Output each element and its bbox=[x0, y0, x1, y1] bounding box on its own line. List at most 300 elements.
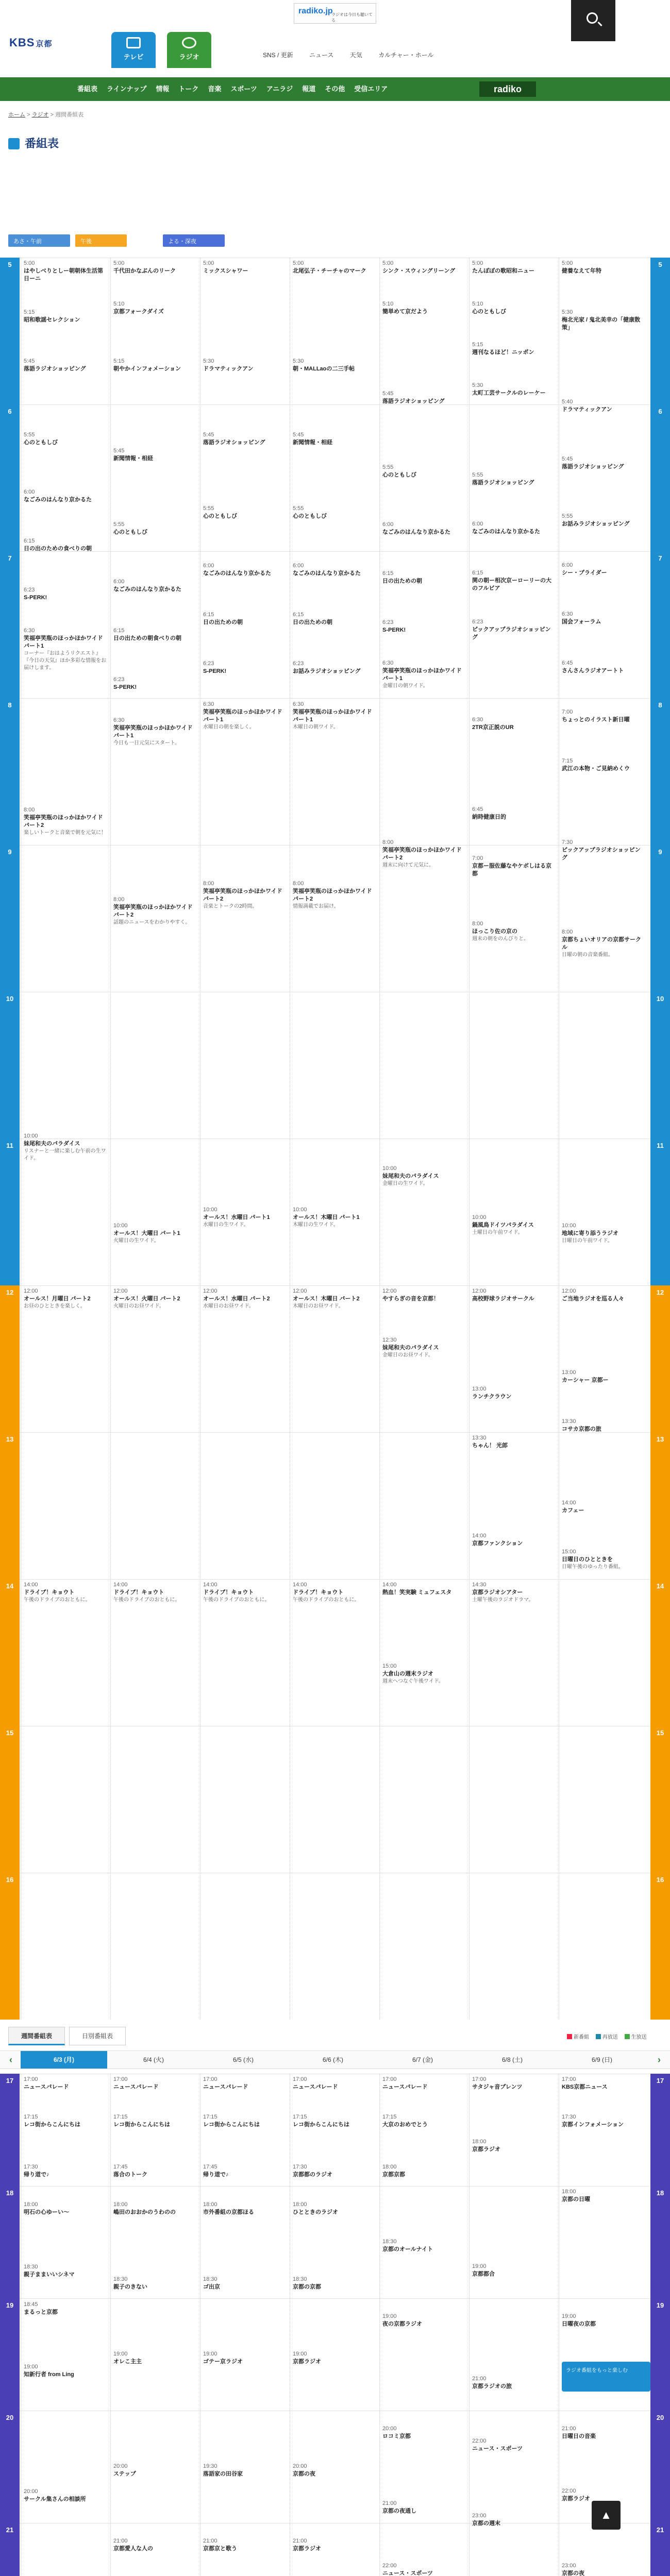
program-item[interactable] bbox=[559, 2113, 648, 2188]
program-time: 12:00 bbox=[562, 1288, 576, 1294]
program-item[interactable] bbox=[379, 619, 469, 659]
program-item[interactable] bbox=[21, 431, 110, 488]
program-item[interactable] bbox=[469, 855, 559, 920]
hour-label: 13 bbox=[0, 1432, 20, 1579]
program-item[interactable] bbox=[469, 1532, 559, 1581]
program-item[interactable] bbox=[110, 2113, 200, 2163]
radiko-nav-button[interactable]: radiko bbox=[479, 81, 536, 97]
program-item[interactable] bbox=[559, 562, 648, 611]
program-item[interactable] bbox=[559, 309, 648, 398]
page-title-text: 番組表 bbox=[25, 137, 59, 150]
program-item[interactable] bbox=[290, 660, 379, 701]
program-item[interactable] bbox=[379, 260, 469, 300]
program-item[interactable] bbox=[559, 1548, 648, 1809]
link-culture-hall[interactable]: カルチャー・ホール bbox=[378, 52, 434, 59]
program-item[interactable] bbox=[379, 521, 469, 570]
program-time: 5:45 bbox=[203, 432, 214, 438]
program-item[interactable] bbox=[379, 1581, 469, 1663]
program-item[interactable] bbox=[200, 2201, 290, 2276]
tab-weekly[interactable]: 週間番組表 bbox=[8, 2027, 65, 2045]
hour-label: 10 bbox=[0, 992, 20, 1139]
program-item[interactable] bbox=[110, 2163, 200, 2201]
program-item[interactable] bbox=[110, 358, 200, 447]
program-time: 14:00 bbox=[293, 1582, 307, 1588]
program-item[interactable] bbox=[290, 2463, 379, 2537]
program-item[interactable] bbox=[559, 260, 648, 309]
site-logo[interactable] bbox=[9, 36, 52, 49]
nav-tv-button[interactable] bbox=[111, 32, 156, 68]
prev-week-arrow[interactable]: ‹ bbox=[9, 2055, 12, 2065]
subnav-item[interactable]: その他 bbox=[325, 85, 345, 93]
program-time: 19:00 bbox=[113, 2351, 128, 2357]
program-item[interactable] bbox=[469, 520, 559, 569]
breadcrumb-separator: > bbox=[27, 112, 30, 118]
program-time: 13:30 bbox=[562, 1418, 576, 1425]
program-item[interactable] bbox=[559, 2076, 648, 2113]
program-item[interactable] bbox=[21, 309, 110, 358]
program-item[interactable] bbox=[110, 521, 200, 578]
program-time: 6:00 bbox=[562, 562, 573, 568]
hour-label: 12 bbox=[650, 1285, 670, 1432]
program-item[interactable] bbox=[200, 701, 290, 880]
promo-box[interactable] bbox=[562, 2362, 650, 2392]
hour-label: 5 bbox=[650, 258, 670, 404]
program-item[interactable] bbox=[559, 1499, 648, 1548]
program-item[interactable] bbox=[469, 300, 559, 341]
program-item[interactable] bbox=[200, 1287, 290, 1581]
program-time: 5:10 bbox=[113, 301, 125, 307]
link-news[interactable]: ニュース bbox=[309, 52, 334, 59]
program-item[interactable] bbox=[469, 2263, 559, 2375]
program-item[interactable] bbox=[110, 896, 200, 1222]
subnav-item[interactable]: スポーツ bbox=[230, 85, 257, 93]
program-item[interactable] bbox=[290, 431, 379, 505]
program-time: 5:00 bbox=[113, 260, 125, 266]
program-item[interactable] bbox=[21, 2488, 110, 2575]
program-item[interactable] bbox=[290, 2201, 379, 2276]
program-item[interactable] bbox=[559, 455, 648, 513]
program-item[interactable] bbox=[290, 2350, 379, 2463]
program-item[interactable] bbox=[379, 1336, 469, 1581]
program-item[interactable] bbox=[379, 659, 469, 839]
program-title: 大倉山の週末ラジオ bbox=[382, 1671, 433, 1677]
breadcrumb-home[interactable]: ホーム bbox=[8, 112, 25, 118]
program-item[interactable] bbox=[379, 2113, 469, 2163]
program-item[interactable] bbox=[21, 488, 110, 537]
program-title: お話みラジオショッピング bbox=[562, 521, 630, 527]
program-time: 18:00 bbox=[562, 2189, 576, 2195]
program-time: 8:00 bbox=[562, 929, 573, 935]
program-item[interactable] bbox=[379, 464, 469, 521]
program-item[interactable] bbox=[559, 1287, 648, 1369]
program-item[interactable] bbox=[21, 260, 110, 309]
program-time: 21:00 bbox=[472, 2376, 487, 2382]
program-item[interactable] bbox=[559, 928, 648, 1222]
program-title: ほっこり佐の京の bbox=[472, 928, 517, 935]
program-title: ゴ出京 bbox=[203, 2284, 220, 2290]
program-item[interactable] bbox=[559, 2562, 648, 2576]
program-item[interactable] bbox=[469, 569, 559, 618]
program-item[interactable] bbox=[559, 1418, 648, 1499]
program-item[interactable] bbox=[200, 2537, 290, 2576]
program-title: 京都ラジオ bbox=[293, 2546, 321, 2552]
subnav-item[interactable]: 番組表 bbox=[77, 85, 98, 93]
date-cell[interactable]: 6/9 (日) bbox=[591, 2056, 612, 2063]
program-item[interactable] bbox=[200, 431, 290, 505]
program-time: 6:23 bbox=[203, 660, 214, 667]
program-item[interactable] bbox=[200, 2463, 290, 2537]
program-item[interactable] bbox=[290, 611, 379, 660]
program-title: 京都の週末 bbox=[472, 2520, 500, 2527]
date-cell[interactable]: 6/8 (土) bbox=[501, 2056, 523, 2063]
hour-label: 13 bbox=[650, 1432, 670, 1579]
nav-radio-button[interactable] bbox=[167, 32, 211, 68]
program-title: ゴテー京ラジオ bbox=[203, 2359, 243, 2365]
program-title: 京都ラジオ bbox=[472, 2146, 500, 2153]
logo-subtext: 京都 bbox=[36, 40, 53, 48]
program-item[interactable] bbox=[290, 880, 379, 1206]
program-title: ドライブ！キョウト bbox=[203, 1589, 254, 1596]
program-item[interactable] bbox=[379, 2500, 469, 2562]
program-title: 地域に寄り添うラジオ bbox=[562, 1230, 618, 1236]
link-weather[interactable]: 天気 bbox=[349, 52, 362, 59]
legend-new-swatch bbox=[567, 2034, 572, 2039]
program-item[interactable] bbox=[469, 341, 559, 382]
program-item[interactable] bbox=[379, 839, 469, 1165]
subnav-item[interactable]: 受信エリア bbox=[354, 85, 388, 93]
breadcrumb-radio[interactable]: ラジオ bbox=[31, 112, 49, 118]
program-item[interactable] bbox=[469, 618, 559, 716]
program-item[interactable] bbox=[200, 611, 290, 660]
program-item[interactable] bbox=[379, 2076, 469, 2113]
program-time: 5:30 bbox=[562, 309, 573, 315]
subnav-item[interactable]: トーク bbox=[178, 85, 199, 93]
program-description: 週末へつなぐ午後ワイド。 bbox=[382, 1679, 444, 1684]
program-item[interactable] bbox=[559, 839, 648, 928]
program-title: 太町工芸サークルのレーケー bbox=[472, 390, 546, 396]
program-item[interactable] bbox=[200, 562, 290, 611]
program-item[interactable] bbox=[200, 660, 290, 701]
program-title: 京都の夜 bbox=[562, 2570, 584, 2576]
program-item[interactable] bbox=[379, 2562, 469, 2576]
program-title: 京都の京都 bbox=[293, 2284, 321, 2290]
program-item[interactable] bbox=[559, 513, 648, 562]
program-item[interactable] bbox=[290, 505, 379, 562]
program-time: 6:30 bbox=[472, 717, 483, 723]
program-item[interactable] bbox=[200, 2076, 290, 2113]
date-cell[interactable]: 6/6 (木) bbox=[322, 2056, 343, 2063]
program-item[interactable] bbox=[21, 586, 110, 627]
program-time: 17:15 bbox=[382, 2114, 397, 2120]
tab-night[interactable]: よる・深夜 bbox=[163, 234, 225, 247]
program-title: 梅北光家 / 鬼北美幸の「健康散策」 bbox=[562, 317, 641, 331]
program-item[interactable] bbox=[200, 880, 290, 1206]
date-cell[interactable]: 6/4 (火) bbox=[143, 2056, 164, 2063]
program-item[interactable] bbox=[21, 2363, 110, 2488]
program-item[interactable] bbox=[110, 578, 200, 627]
program-time: 5:15 bbox=[472, 342, 483, 348]
program-item[interactable] bbox=[290, 701, 379, 880]
program-item[interactable] bbox=[110, 2537, 200, 2576]
hour-label: 21 bbox=[0, 2523, 20, 2576]
program-description: 金曜日の朝ワイド。 bbox=[382, 683, 428, 689]
program-item[interactable] bbox=[21, 1287, 110, 1581]
date-bar bbox=[0, 2050, 670, 2069]
program-time: 14:00 bbox=[24, 1582, 38, 1588]
hour-label: 8 bbox=[650, 698, 670, 845]
program-item[interactable] bbox=[469, 2375, 559, 2437]
program-item[interactable] bbox=[110, 2463, 200, 2537]
program-time: 7:15 bbox=[562, 758, 573, 764]
program-time: 7:00 bbox=[472, 855, 483, 861]
program-item[interactable] bbox=[469, 1287, 559, 1385]
program-item[interactable] bbox=[21, 806, 110, 1132]
program-item[interactable] bbox=[110, 1581, 200, 1891]
program-item[interactable] bbox=[290, 562, 379, 611]
program-item[interactable] bbox=[469, 1581, 559, 1842]
program-item[interactable] bbox=[559, 1369, 648, 1418]
program-title: オールス！水曜日 パート2 bbox=[203, 1296, 270, 1302]
program-time: 22:00 bbox=[382, 2563, 397, 2569]
program-item[interactable] bbox=[559, 757, 648, 839]
program-item[interactable] bbox=[469, 2512, 559, 2576]
program-title: 笑福亭笑瓶のほっかほかワイド パート1 bbox=[382, 668, 462, 682]
program-item[interactable] bbox=[110, 2350, 200, 2463]
program-item[interactable] bbox=[379, 2425, 469, 2500]
program-item[interactable] bbox=[469, 2138, 559, 2263]
program-description: 日曜の朝の音楽番組。 bbox=[562, 952, 613, 958]
program-item[interactable] bbox=[469, 1434, 559, 1532]
program-time: 14:00 bbox=[203, 1582, 217, 1588]
program-title: 日の出ための朝 bbox=[293, 619, 332, 625]
program-item[interactable] bbox=[21, 2263, 110, 2301]
program-item[interactable] bbox=[200, 358, 290, 431]
program-item[interactable] bbox=[290, 358, 379, 431]
program-item[interactable] bbox=[469, 920, 559, 1214]
program-item[interactable] bbox=[290, 2163, 379, 2201]
breadcrumb bbox=[8, 110, 83, 118]
program-time: 5:55 bbox=[562, 513, 573, 519]
program-title: 新聞情報・相経 bbox=[293, 439, 332, 446]
program-time: 5:30 bbox=[293, 358, 304, 364]
program-title: ドライブ！キョウト bbox=[113, 1589, 164, 1596]
hour-label: 5 bbox=[0, 258, 20, 404]
program-item[interactable] bbox=[200, 2163, 290, 2201]
program-description: 土曜午後のラジオドラマ。 bbox=[472, 1597, 534, 1603]
program-item[interactable] bbox=[290, 2113, 379, 2163]
program-time: 8:00 bbox=[472, 921, 483, 927]
program-item[interactable] bbox=[559, 398, 648, 455]
program-time: 14:00 bbox=[382, 1582, 397, 1588]
program-item[interactable] bbox=[200, 505, 290, 562]
program-item[interactable] bbox=[110, 627, 200, 676]
program-time: 6:30 bbox=[24, 628, 35, 634]
program-time: 10:00 bbox=[382, 1165, 397, 1172]
program-item[interactable] bbox=[379, 1287, 469, 1336]
program-item[interactable] bbox=[379, 2163, 469, 2238]
subnav-item[interactable]: 報道 bbox=[302, 85, 316, 93]
program-item[interactable] bbox=[469, 1385, 559, 1434]
program-title: オールス！火曜日 パート2 bbox=[113, 1296, 180, 1302]
program-item[interactable] bbox=[200, 260, 290, 358]
program-item[interactable] bbox=[290, 2276, 379, 2350]
program-time: 6:30 bbox=[562, 611, 573, 617]
program-item[interactable] bbox=[21, 2201, 110, 2263]
program-time: 17:00 bbox=[203, 2076, 217, 2082]
program-item[interactable] bbox=[559, 611, 648, 659]
program-item[interactable] bbox=[559, 2425, 648, 2487]
program-description: 水曜日の生ワイド。 bbox=[203, 1222, 249, 1228]
tab-morning[interactable]: あさ・午前 bbox=[8, 234, 70, 247]
subnav-item[interactable]: ラインナップ bbox=[107, 85, 147, 93]
program-item[interactable] bbox=[21, 627, 110, 806]
program-title: 落語ラジオショッピング bbox=[382, 398, 445, 404]
tab-daily[interactable]: 日別番組表 bbox=[69, 2027, 126, 2045]
program-item[interactable] bbox=[21, 2113, 110, 2163]
program-title: 帰り道で♪ bbox=[203, 2172, 229, 2178]
program-item[interactable] bbox=[290, 2537, 379, 2576]
program-item[interactable] bbox=[21, 2163, 110, 2201]
program-item[interactable] bbox=[379, 1663, 469, 1891]
program-time: 6:00 bbox=[203, 563, 214, 569]
program-item[interactable] bbox=[559, 708, 648, 757]
program-title: 週刊なるほど！ニッポン bbox=[472, 349, 534, 355]
program-item[interactable] bbox=[290, 2076, 379, 2113]
date-cell[interactable]: 6/3 (月) bbox=[21, 2051, 107, 2069]
program-title: 帰り道で♪ bbox=[24, 2172, 49, 2178]
arrow-up-icon: ▲ bbox=[600, 2509, 612, 2521]
tab-noon[interactable]: 午後 bbox=[75, 234, 127, 247]
program-time: 8:00 bbox=[203, 880, 214, 887]
program-item[interactable] bbox=[200, 1581, 290, 1891]
program-time: 6:15 bbox=[203, 612, 214, 618]
program-description: 火曜日のお昼ワイド。 bbox=[113, 1303, 164, 1309]
program-item[interactable] bbox=[21, 1581, 110, 1891]
hour-label: 16 bbox=[0, 1873, 20, 2020]
program-item[interactable] bbox=[469, 260, 559, 300]
program-item[interactable] bbox=[110, 2076, 200, 2113]
hour-label: 11 bbox=[0, 1139, 20, 1285]
program-title: 笑福亭笑瓶のほっかほかワイド パート2 bbox=[382, 847, 462, 861]
link-sns[interactable]: SNS / 更新 bbox=[263, 52, 293, 59]
program-item[interactable] bbox=[469, 716, 559, 806]
date-cell[interactable]: 6/5 (水) bbox=[232, 2056, 254, 2063]
program-item[interactable] bbox=[559, 2188, 648, 2313]
program-time: 14:00 bbox=[562, 1500, 576, 1506]
program-title: 京都フォークダイズ bbox=[113, 309, 164, 315]
program-time: 5:00 bbox=[472, 260, 483, 266]
program-title: オールス！水曜日 パート1 bbox=[203, 1214, 270, 1221]
program-item[interactable] bbox=[379, 570, 469, 619]
program-item[interactable] bbox=[469, 2437, 559, 2512]
program-time: 10:00 bbox=[293, 1207, 307, 1213]
program-item[interactable] bbox=[110, 300, 200, 358]
program-item[interactable] bbox=[290, 1581, 379, 1891]
program-title: オールス！木曜日 パート2 bbox=[293, 1296, 360, 1302]
program-description: 音楽とトークの2時間。 bbox=[203, 904, 258, 909]
program-time: 5:55 bbox=[472, 472, 483, 478]
program-description: 午後のドライブのおともに。 bbox=[203, 1597, 270, 1603]
program-time: 6:30 bbox=[203, 701, 214, 707]
program-time: 6:15 bbox=[113, 628, 125, 634]
program-title: 心のともしび bbox=[203, 513, 237, 519]
program-title: 京都都合 bbox=[472, 2271, 495, 2277]
legend-live: 生放送 bbox=[631, 2035, 647, 2040]
program-item[interactable] bbox=[110, 676, 200, 717]
program-title: たんぽぽの歌昭和ニュー bbox=[472, 268, 534, 274]
program-item[interactable] bbox=[469, 471, 559, 520]
radiko-banner[interactable] bbox=[294, 3, 376, 24]
program-title: 心のともしび bbox=[472, 309, 506, 315]
date-cell[interactable]: 6/7 (金) bbox=[412, 2056, 433, 2063]
program-time: 5:40 bbox=[562, 399, 573, 405]
program-item[interactable] bbox=[110, 447, 200, 521]
program-time: 6:23 bbox=[382, 619, 394, 625]
program-time: 5:10 bbox=[472, 301, 483, 307]
program-time: 5:45 bbox=[382, 391, 394, 397]
program-item[interactable] bbox=[379, 2238, 469, 2313]
program-title: 武江の本物・ご見納めくウ bbox=[562, 766, 630, 772]
program-item[interactable] bbox=[21, 2076, 110, 2113]
program-title: 妹尾和夫のパラダイス bbox=[382, 1173, 439, 1179]
program-title: 日の出ための朝 bbox=[382, 578, 422, 584]
program-item[interactable] bbox=[469, 806, 559, 855]
subnav-item[interactable]: 音楽 bbox=[208, 85, 222, 93]
program-item[interactable] bbox=[21, 2301, 110, 2363]
program-time: 18:30 bbox=[293, 2276, 307, 2282]
program-item[interactable] bbox=[110, 717, 200, 896]
program-item[interactable] bbox=[110, 1287, 200, 1581]
program-item[interactable] bbox=[200, 2113, 290, 2163]
program-title: オールス！大曜日 パート1 bbox=[113, 1230, 180, 1236]
program-title: まるっと京都 bbox=[24, 2309, 58, 2315]
program-time: 5:00 bbox=[203, 260, 214, 266]
program-time: 19:00 bbox=[472, 2263, 487, 2269]
program-title: 日の出ための朝 bbox=[203, 619, 243, 625]
schedule-grid-lower bbox=[0, 2074, 670, 2576]
program-item[interactable] bbox=[21, 358, 110, 431]
program-item[interactable] bbox=[200, 2350, 290, 2463]
program-item[interactable] bbox=[559, 659, 648, 708]
program-item[interactable] bbox=[290, 1287, 379, 1581]
nav-radio-label: ラジオ bbox=[179, 53, 199, 61]
program-item[interactable] bbox=[21, 537, 110, 586]
program-item[interactable] bbox=[469, 2076, 559, 2138]
subnav-item[interactable]: アニラジ bbox=[266, 85, 293, 93]
search-button[interactable] bbox=[571, 0, 615, 41]
program-item[interactable] bbox=[110, 2276, 200, 2350]
program-time: 5:30 bbox=[203, 358, 214, 364]
program-item[interactable] bbox=[110, 2201, 200, 2276]
program-item[interactable] bbox=[290, 260, 379, 358]
scroll-to-top-button[interactable] bbox=[592, 2501, 621, 2530]
program-item[interactable] bbox=[379, 390, 469, 464]
program-time: 17:00 bbox=[472, 2076, 487, 2082]
program-item[interactable] bbox=[379, 300, 469, 390]
program-item[interactable] bbox=[110, 260, 200, 300]
next-week-arrow[interactable]: › bbox=[658, 2055, 661, 2065]
program-description: 木曜日の朝ワイド。 bbox=[293, 724, 339, 730]
program-time: 17:45 bbox=[113, 2164, 128, 2170]
program-item[interactable] bbox=[379, 2313, 469, 2425]
program-time: 6:23 bbox=[293, 660, 304, 667]
program-title: 京都ラジオシアター bbox=[472, 1589, 523, 1596]
breadcrumb-separator: > bbox=[50, 112, 54, 118]
program-item[interactable] bbox=[200, 2276, 290, 2350]
subnav-item[interactable]: 情報 bbox=[156, 85, 170, 93]
program-item[interactable] bbox=[469, 382, 559, 471]
program-title: 明石の心ゆーい～ bbox=[24, 2209, 69, 2215]
